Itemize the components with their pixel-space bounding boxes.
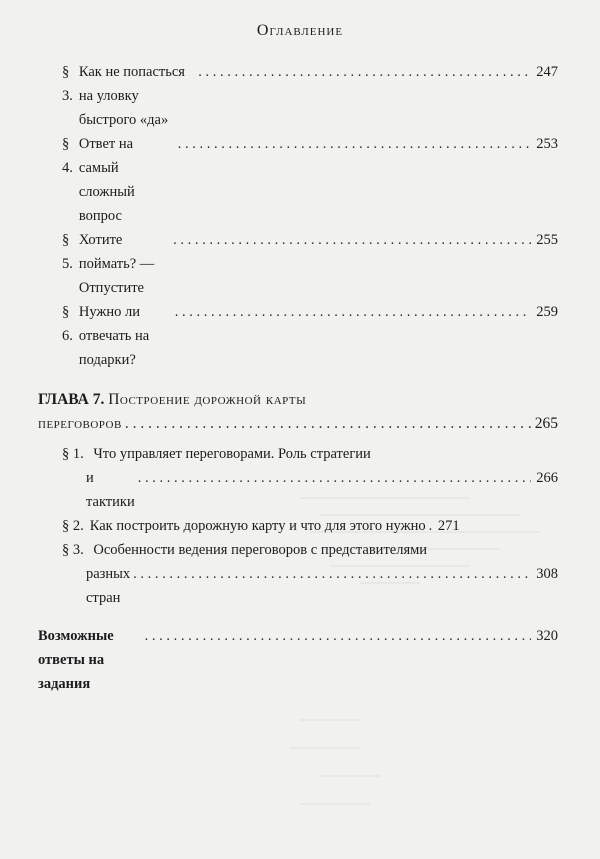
page-number: 308: [536, 566, 558, 582]
leader-dots: [173, 228, 531, 252]
answers-label: Возможные ответы на задания: [38, 628, 114, 692]
leader-dots: [133, 562, 531, 586]
section-number: § 3.: [62, 542, 84, 558]
section-number: § 4.: [62, 136, 73, 176]
section-title: Хотите поймать? — Отпустите: [78, 232, 155, 296]
leader-dots: [178, 132, 531, 156]
page-number: 247: [536, 64, 558, 80]
section-number: § 2.: [62, 518, 84, 534]
toc-entry-section-6[interactable]: [62, 300, 558, 372]
chapter-title-line-2: переговоров: [38, 415, 122, 432]
page-number: 255: [536, 232, 558, 248]
section-title: Нужно ли отвечать на подарки?: [78, 304, 150, 368]
leader-dots: [198, 60, 531, 84]
section-title-line-2: разных стран: [86, 566, 131, 606]
leader-dots: [429, 514, 433, 538]
chapter-label: ГЛАВА 7.: [38, 391, 105, 408]
toc-entry-ch7-section-2[interactable]: [62, 514, 558, 538]
toc-entry-ch7-section-1[interactable]: [62, 442, 558, 514]
section-title: Как построить дорожную карту и что для этого нужно: [89, 518, 426, 534]
section-number: § 3.: [62, 64, 73, 104]
section-title-line-1: Особенности ведения переговоров с представителями: [93, 542, 428, 558]
table-of-contents: [38, 60, 558, 696]
section-number: § 6.: [62, 304, 73, 344]
chapter-title-line-1: Построение дорожной карты: [108, 391, 307, 408]
page-number: 320: [536, 628, 558, 644]
page-number: 271: [437, 518, 460, 534]
toc-entry-chapter-7[interactable]: [38, 388, 558, 436]
page-number: 253: [536, 136, 558, 152]
toc-entry-section-5[interactable]: [62, 228, 558, 300]
toc-entry-section-3[interactable]: [62, 60, 558, 132]
page-header-title: Оглавление: [256, 22, 344, 39]
section-number: § 5.: [62, 232, 73, 272]
section-number: § 1.: [62, 446, 84, 462]
page-number: 265: [534, 415, 558, 432]
section-title: Ответ на самый сложный вопрос: [78, 136, 135, 224]
leader-dots: [138, 466, 531, 490]
leader-dots: [125, 412, 531, 436]
section-title-line-2: и тактики: [86, 470, 135, 510]
toc-entry-answers[interactable]: [38, 624, 558, 696]
section-title: Как не попасться на уловку быстрого «да»: [78, 64, 185, 128]
toc-entry-ch7-section-3[interactable]: [62, 538, 558, 610]
leader-dots: [145, 624, 531, 648]
toc-entry-section-4[interactable]: [62, 132, 558, 228]
section-title-line-1: Что управляет переговорами. Роль стратегии: [93, 446, 371, 462]
page-number: 259: [536, 304, 558, 320]
page-number: 266: [536, 470, 558, 486]
leader-dots: [175, 300, 531, 324]
